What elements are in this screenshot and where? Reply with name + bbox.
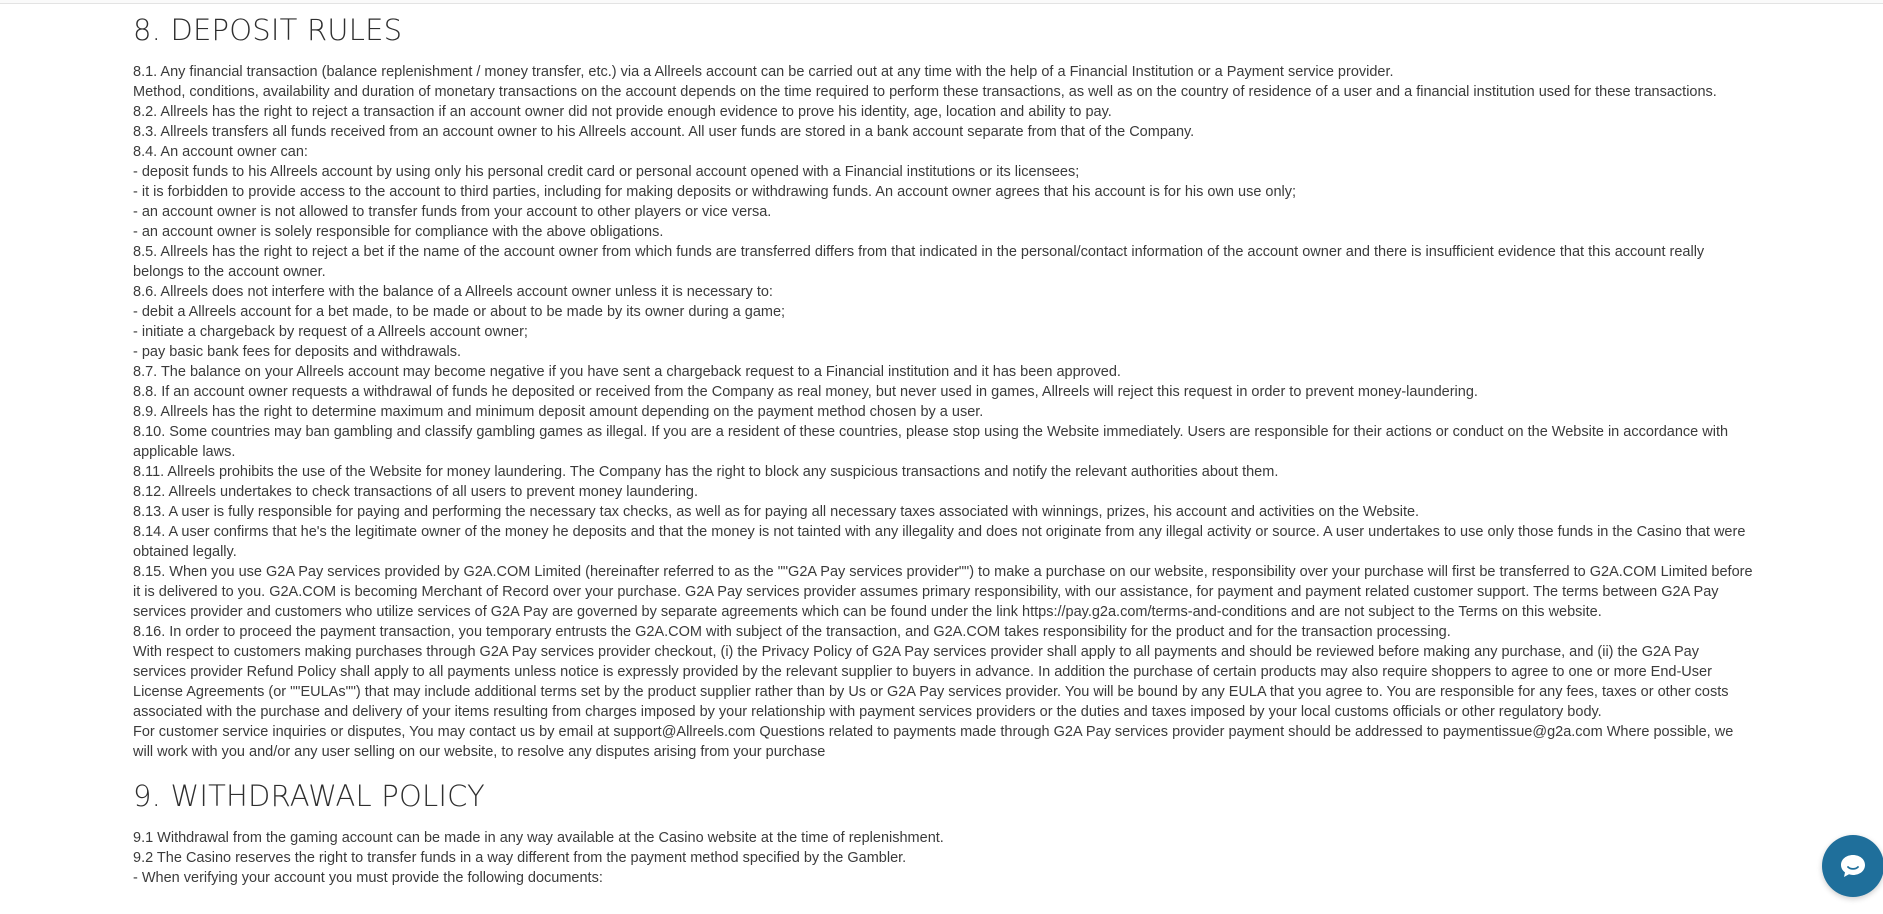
clause-paragraph: 8.12. Allreels undertakes to check transactions of all users to prevent money laundering. xyxy=(133,484,699,500)
section-body-withdrawal-policy xyxy=(133,828,1755,888)
clause-paragraph: 8.5. Allreels has the right to reject a bet if the name of the account owner from which funds are transferred differs from that indicated in the personal/contact information of the account owner and there is insufficient evidence that this account really belongs to the account owner. xyxy=(133,244,1705,280)
clause-paragraph: - deposit funds to his Allreels account by using only his personal credit card or personal account opened with a Financial institutions or its licensees; xyxy=(133,164,1080,180)
clause-paragraph: Method, conditions, availability and duration of monetary transactions on the account depends on the time required to perform these transactions, as well as on the country of residence of a user and a financial institution used for these transactions. xyxy=(133,84,1717,100)
section-title-withdrawal-policy: 9. WITHDRAWAL POLICY xyxy=(133,779,485,813)
clause-paragraph: - When verifying your account you must provide the following documents: xyxy=(133,870,603,886)
clause-paragraph: 8.14. A user confirms that he's the legitimate owner of the money he deposits and that the money is not tainted with any illegality and does not originate from any illegal activity or source. A user undertakes to use only those funds in the Casino that were obtained legally. xyxy=(133,524,1746,560)
clause-paragraph: For customer service inquiries or disputes, You may contact us by email at support@Allreels.com Questions related to payments made through G2A Pay services provider payment should be addressed to paymentissue@g2a.com Where possible, we will work with you and/or any user selling on our website, to resolve any disputes arising from your purchase xyxy=(133,724,1734,760)
clause-paragraph: 8.15. When you use G2A Pay services provided by G2A.COM Limited (hereinafter referred to as the ""G2A Pay services provider"") to make a purchase on our website, responsibility over your purchase will first be transferred to G2A.COM Limited before it is delivered to you. G2A.COM is becoming Merchant of Record over your purchase. G2A Pay services provider assumes primary responsibility, with our assistance, for payment and payment related customer support. The terms between G2A Pay services provider and customers who utilize services of G2A Pay are governed by separate agreements which can be found under the link https://pay.g2a.com/terms-and-conditions and are not subject to the Terms on this website. xyxy=(133,564,1753,620)
clause-paragraph: 8.10. Some countries may ban gambling and classify gambling games as illegal. If you are a resident of these countries, please stop using the Website immediately. Users are responsible for their actions or conduct on the Website in accordance with applicable laws. xyxy=(133,424,1729,460)
clause-paragraph: 8.11. Allreels prohibits the use of the Website for money laundering. The Company has the right to block any suspicious transactions and notify the relevant authorities about them. xyxy=(133,464,1279,480)
clause-paragraph: 9.2 The Casino reserves the right to transfer funds in a way different from the payment method specified by the Gambler. xyxy=(133,850,907,866)
clause-paragraph: 8.7. The balance on your Allreels account may become negative if you have sent a chargeback request to a Financial institution and it has been approved. xyxy=(133,364,1121,380)
clause-paragraph: 9.1 Withdrawal from the gaming account can be made in any way available at the Casino website at the time of replenishment. xyxy=(133,830,944,846)
clause-paragraph: 8.13. A user is fully responsible for paying and performing the necessary tax checks, as well as for paying all necessary taxes associated with winnings, prizes, his account and activities on the Website. xyxy=(133,504,1420,520)
clause-paragraph: - an account owner is not allowed to transfer funds from your account to other players or vice versa. xyxy=(133,204,772,220)
clause-paragraph: - debit a Allreels account for a bet made, to be made or about to be made by its owner during a game; xyxy=(133,304,786,320)
clause-paragraph: - an account owner is solely responsible for compliance with the above obligations. xyxy=(133,224,664,240)
top-divider xyxy=(0,0,1883,4)
chat-bubble-icon xyxy=(1838,851,1868,881)
clause-paragraph: 8.1. Any financial transaction (balance replenishment / money transfer, etc.) via a Allreels account can be carried out at any time with the help of a Financial Institution or a Payment service provider. xyxy=(133,64,1394,80)
clause-paragraph: With respect to customers making purchases through G2A Pay services provider checkout, (i) the Privacy Policy of G2A Pay services provider shall apply to all payments and should be reviewed before making any purchase, and (ii) the G2A Pay services provider Refund Policy shall apply to all payments unless notice is expressly provided by the relevant supplier to buyers in advance. In addition the purchase of certain products may also require shoppers to agree to one or more End-User License Agreements (or ""EULAs"") that may include additional terms set by the product supplier rather than by Us or G2A Pay services provider. You will be bound by any EULA that you agree to. You are responsible for any fees, taxes or other costs associated with the purchase and delivery of your items resulting from charges imposed by your relationship with payment services providers or the duties and taxes imposed by your local customs officials or other regulatory body. xyxy=(133,644,1729,720)
clause-paragraph: 8.3. Allreels transfers all funds received from an account owner to his Allreels account. All user funds are stored in a bank account separate from that of the Company. xyxy=(133,124,1195,140)
clause-paragraph: 8.8. If an account owner requests a withdrawal of funds he deposited or received from the Company as real money, but never used in games, Allreels will reject this request in order to prevent money-laundering. xyxy=(133,384,1478,400)
terms-content xyxy=(133,8,1755,888)
clause-paragraph: 8.16. In order to proceed the payment transaction, you temporary entrusts the G2A.COM with subject of the transaction, and G2A.COM takes responsibility for the product and for the transaction processing. xyxy=(133,624,1451,640)
section-title-deposit-rules: 8. DEPOSIT RULES xyxy=(133,13,403,47)
clause-paragraph: 8.4. An account owner can: xyxy=(133,144,308,160)
clause-paragraph: 8.6. Allreels does not interfere with the balance of a Allreels account owner unless it is necessary to: xyxy=(133,284,773,300)
clause-paragraph: 8.9. Allreels has the right to determine maximum and minimum deposit amount depending on the payment method chosen by a user. xyxy=(133,404,984,420)
chat-button[interactable] xyxy=(1822,835,1883,897)
clause-paragraph: - initiate a chargeback by request of a Allreels account owner; xyxy=(133,324,528,340)
clause-paragraph: - pay basic bank fees for deposits and withdrawals. xyxy=(133,344,462,360)
clause-paragraph: 8.2. Allreels has the right to reject a transaction if an account owner did not provide enough evidence to prove his identity, age, location and ability to pay. xyxy=(133,104,1112,120)
clause-paragraph: - it is forbidden to provide access to the account to third parties, including for making deposits or withdrawing funds. An account owner agrees that his account is for his own use only; xyxy=(133,184,1297,200)
section-body-deposit-rules xyxy=(133,62,1755,762)
